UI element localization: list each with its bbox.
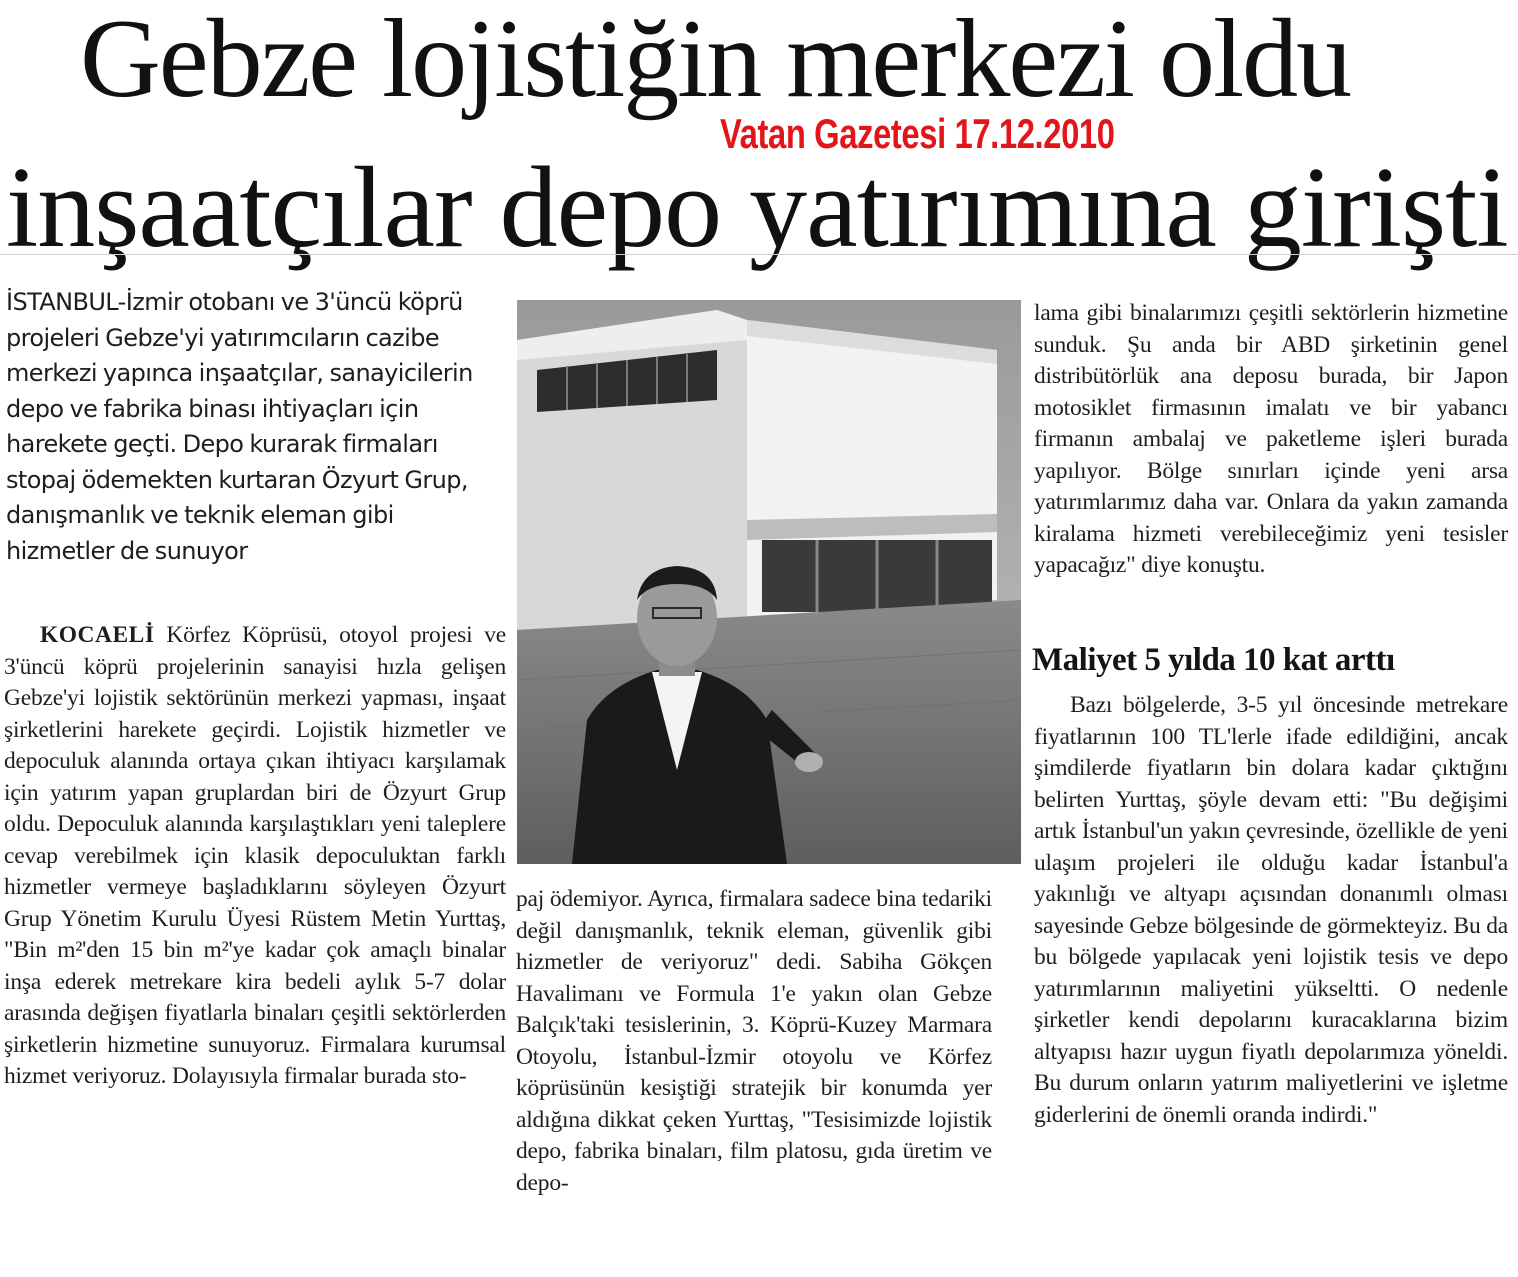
headline-line-1: Gebze lojistiğin merkezi oldu [80, 0, 1351, 121]
body-column-3-top: lama gibi binalarımızı çeşitli sektörlerin hizmetine sunduk. Şu anda bir ABD şirketinin genel distribütörlük ana deposu burada, bir Japon motosiklet firmasının imalatı ve bir yabancı firmanın ambalaj ve paketleme işleri burada yapılıyor. Bölge sınırları içinde yeni arsa yatırımlarımız daha var. Onlara da yakın zamanda kiralama hizmeti verebileceğimiz yeni tesisler yapacağız" diye konuştu. [1034, 300, 1508, 578]
dateline: KOCAELİ [40, 622, 155, 648]
body-column-1-text: Körfez Köprüsü, otoyol projesi ve 3'üncü köprü projelerinin sanayisi hızla gelişen Gebze'yi lojistik sektörünün merkezi yapması, inşaat şirketlerini harekete geçirdi. Lojistik hizmetler ve depoculuk alanında ortaya çıkan ihtiyacı karşılamak için yatırım yapan gruplardan biri de Özyurt Grup oldu. Depoculuk alanında karşılaştıkları yeni taleplere cevap verebilmek için klasik depoculuktan farklı hizmetler vermeye başladıklarını söyleyen Özyurt Grup Yönetim Kurulu Üyesi Rüstem Metin Yurttaş, "Bin m²'den 15 bin m²'ye kadar çok amaçlı binalar inşa ederek metrekare kira bedeli aylık 5-7 dolar arasında değişen fiyatlarla binaları çeşitli sektörlerden şirketlerin hizmetine sunuyoruz. Firmalara kurumsal hizmet veriyoruz. Dolayısıyla firmalar burada sto- [4, 622, 506, 1089]
header-divider [0, 254, 1518, 255]
subheading: Maliyet 5 yılda 10 kat arttı [1032, 642, 1395, 678]
source-stamp: Vatan Gazetesi 17.12.2010 [720, 110, 1115, 157]
headline-line-2: inşaatçılar depo yatırımına girişti [6, 144, 1508, 272]
body-column-3-bottom: Bazı bölgelerde, 3-5 yıl öncesinde metrekare fiyatlarının 100 TL'lerle ifade edildiğini, ancak şimdilerde fiyatların bin dolara kadar çıktığını belirten Yurttaş, şöyle devam etti: "Bu değişimi artık İstanbul'un yakın çevresinde, özellikle de yeni ulaşım projeleri ile olduğu kadar İstanbul'a yakınlığı ve altyapı açısından donanımlı olması sayesinde Gebze bölgesinde de görmekteyiz. Bu da bu bölgede yapılacak yeni lojistik tesis ve depo yatırımlarının maliyetini yükseltti. O nedenle şirketler kendi depolarını kuracaklarına bizim altyapısı hazır uygun fiyatlı depolarımıza yöneldi. Bu durum onların yatırım maliyetlerini ve işletme giderlerini de önemli oranda indirdi." [1034, 692, 1508, 1128]
lead-paragraph: İSTANBUL-İzmir otobanı ve 3'üncü köprü projeleri Gebze'yi yatırımcıların cazibe merkezi yapınca inşaatçılar, sanayicilerin depo ve fabrika binası ihtiyaçları için harekete geçti. Depo kurarak firmaları stopaj ödemekten kurtaran Özyurt Grup, danışmanlık ve teknik eleman gibi hizmetler de sunuyor [6, 288, 473, 565]
body-column-2: paj ödemiyor. Ayrıca, firmalara sadece bina tedariki değil danışmanlık, teknik eleman, güvenlik gibi hizmetler de veriyoruz" dedi. Sabiha Gökçen Havalimanı ve Formula 1'e yakın olan Gebze Balçık'taki tesislerinin, 3. Köprü-Kuzey Marmara Otoyolu, İstanbul-İzmir otoyolu ve Körfez köprüsünün kesiştiği stratejik bir konumda yer aldığına dikkat çeken Yurttaş, "Tesisimizde lojistik depo, fabrika binaları, film platosu, gıda üretim ve depo- [516, 886, 992, 1196]
body-column-1 [4, 620, 506, 1250]
article-photo [517, 300, 1021, 864]
warehouse-photo-illustration [517, 300, 1021, 864]
